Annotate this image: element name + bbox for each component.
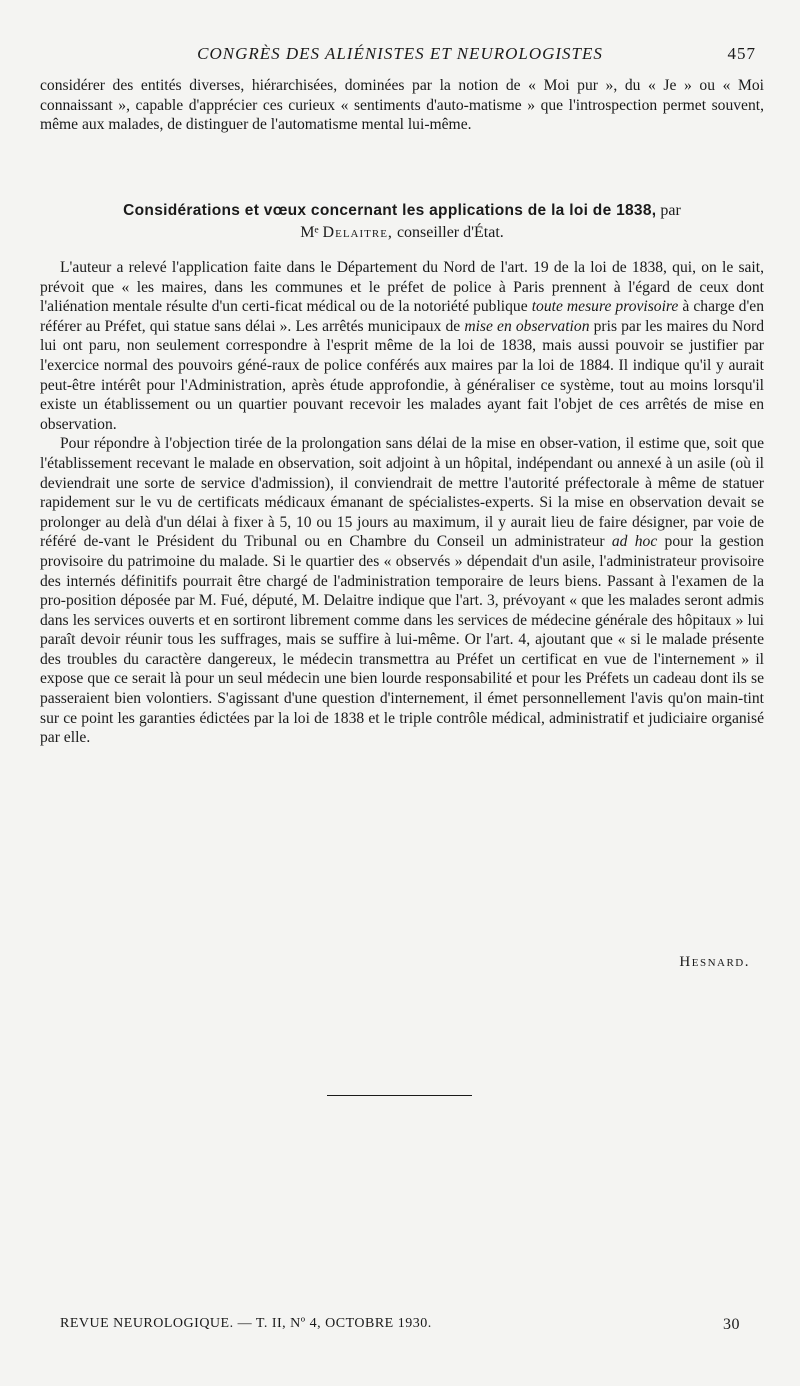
p2-emphasis: ad hoc bbox=[611, 533, 658, 551]
intro-paragraph: considérer des entités diverses, hiérarchisées, dominées par la notion de « Moi pur », du « Je » ou « Moi connaissant », capable d'apprécier ces curieux « sentiments d'auto-matisme » que l'introspection permet souvent, même aux malades, de distinguer de l'automatisme mental lui-même. bbox=[40, 77, 764, 134]
journal-citation: REVUE NEUROLOGIQUE. — T. II, Nº 4, OCTOBRE 1930. bbox=[60, 1316, 432, 1331]
running-head bbox=[40, 44, 760, 68]
p1-text-a: L'auteur a relevé l'application faite dans le Département du Nord de l'art. 19 de la loi de 1838, qui, on le sait, prévoit que « les maires, dans les communes et le préfet de police à Paris prennent à l'égard de ceux dont l'aliénation mentale résulte d'un certi-ficat médical ou de la notoriété publique bbox=[40, 259, 764, 316]
p2-text-a: Pour répondre à l'objection tirée de la prolongation sans délai de la mise en obser-vation, il estime que, soit que l'établissement recevant le malade en observation, soit adjoint à un hôpital, indépendant ou annexé à un asile (où il deviendrait une sorte de service d'admission), il conviendrait de mettre l'autorité préfectorale à même de statuer rapidement sur le vu de certificats médicaux émanant de spécialistes-experts. Si la mise en observation devait se prolonger au delà d'un délai à fixer à 5, 10 ou 15 jours au maximum, il y aurait lieu de faire désigner, par voie de référé de-vant le Président du Tribunal ou en Chambre du Conseil un administrateur bbox=[40, 435, 764, 551]
section-end-rule bbox=[327, 1095, 472, 1096]
author-name: Delaitre, bbox=[322, 224, 393, 241]
intro-paragraph-block bbox=[40, 76, 764, 135]
body-text bbox=[40, 258, 764, 748]
section-heading bbox=[40, 200, 764, 244]
page-number: 457 bbox=[727, 44, 756, 63]
author-prefix: Mᵉ bbox=[300, 224, 319, 241]
signature: Hesnard. bbox=[679, 954, 750, 970]
body-paragraph-1 bbox=[40, 258, 764, 434]
page-footer bbox=[60, 1316, 740, 1340]
p1-emphasis-2: mise en observation bbox=[464, 317, 590, 335]
author-role: conseiller d'État. bbox=[396, 224, 504, 241]
p1-emphasis-1: toute mesure provisoire bbox=[531, 298, 679, 316]
section-title: Considérations et vœux concernant les applications de la loi de 1838, bbox=[123, 202, 657, 219]
p1-text-b: à charge d'en référer au Préfet, qui statue sans délai ». Les arrêtés municipaux de bbox=[40, 298, 764, 335]
p2-text-b: pour la gestion provisoire du patrimoine du malade. Si le quartier des « observés » dépendait d'un asile, l'administrateur provisoire des internés définitifs pourrait être chargé de l'administration temporaire de leurs biens. Passant à l'examen de la pro-position déposée par M. Fué, député, M. Delaitre indique que l'art. 3, prévoyant « que les malades seront admis dans les services ouverts et en sortiront librement comme dans les services de médecine générale des hôpitaux » lui paraît devoir réunir tous les suffrages, mais se suffire à lui-même. Or l'art. 4, ajoutant que « si le malade présente des troubles du caractère dangereux, le médecin transmettra au Préfet un certificat en vue de l'internement » il expose que ce serait là pour un seul médecin une bien lourde responsabilité et pour les Préfets un cadeau dont ils se passeraient bien volontiers. S'agissant d'une question d'internement, il émet personnellement l'avis qu'on main-tint sur ce point les garanties édictées par la loi de 1838 et le triple contrôle médical, administratif et judiciaire organisé par elle. bbox=[40, 533, 764, 747]
running-title: CONGRÈS DES ALIÉNISTES ET NEUROLOGISTES bbox=[197, 44, 603, 63]
section-by: par bbox=[660, 202, 681, 219]
body-paragraph-2 bbox=[40, 434, 764, 748]
signature-mark: 30 bbox=[723, 1316, 740, 1333]
p1-text-c: pris par les maires du Nord lui ont paru, non seulement correspondre à l'esprit même de la loi de 1838, mais aussi pouvoir se justifier par l'exercice normal des pouvoirs géné-raux de police conférés aux maires par la loi de 1884. Il indique qu'il y aurait peut-être intérêt pour l'Administration, après étude approfondie, à généraliser ce système, tout au moins lorsqu'il existe un établissement ou un quartier pouvant recevoir les malades ayant fait l'objet de ces arrêtés de mise en observation. bbox=[40, 317, 765, 433]
